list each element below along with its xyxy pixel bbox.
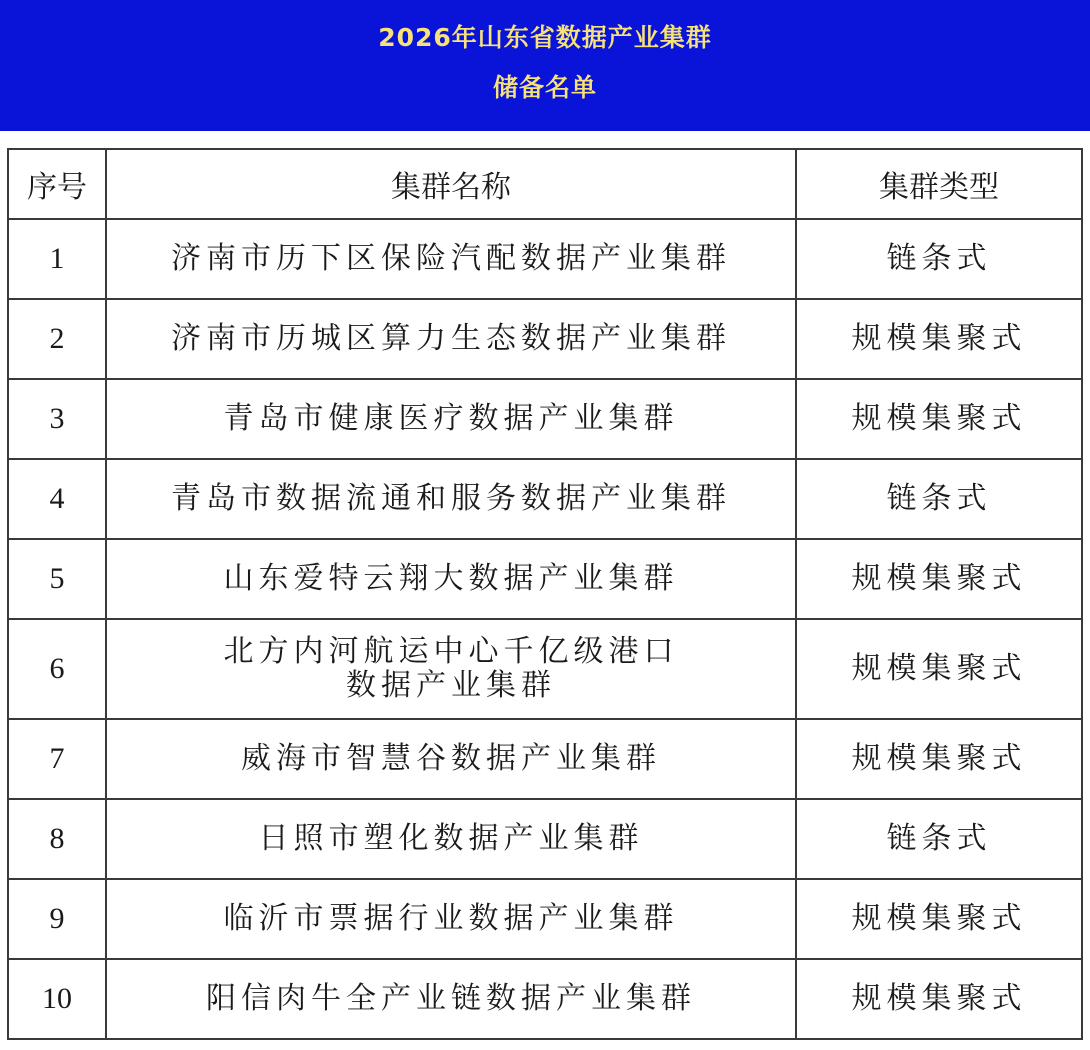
- table-row: [8, 379, 1082, 459]
- cluster-name: [106, 719, 796, 799]
- table-row: [8, 799, 1082, 879]
- table-row: [8, 619, 1082, 719]
- page-title: 2026年山东省数据产业集群: [378, 23, 712, 52]
- row-number: 2: [8, 299, 106, 379]
- table-row: [8, 879, 1082, 959]
- cluster-name: [106, 379, 796, 459]
- row-number: 1: [8, 219, 106, 299]
- header-banner: [0, 0, 1090, 131]
- page-subtitle: 储备名单: [492, 73, 597, 102]
- cluster-type: 规模集聚式: [796, 379, 1082, 459]
- cluster-type: 链条式: [796, 219, 1082, 299]
- table-row: [8, 219, 1082, 299]
- table-row: [8, 299, 1082, 379]
- column-header-name: 集群名称: [106, 149, 796, 219]
- row-number: 3: [8, 379, 106, 459]
- cluster-name-text: 北方内河航运中心千亿级港口: [223, 634, 679, 669]
- table-row: [8, 719, 1082, 799]
- row-number: 7: [8, 719, 106, 799]
- table-header-row: [8, 149, 1082, 219]
- cluster-name-text: 济南市历下区保险汽配数据产业集群: [171, 241, 731, 276]
- cluster-name: [106, 619, 796, 719]
- cluster-name-text: 临沂市票据行业数据产业集群: [223, 901, 679, 936]
- cluster-type: 规模集聚式: [796, 959, 1082, 1039]
- cluster-type: 规模集聚式: [796, 879, 1082, 959]
- cluster-name-text: 威海市智慧谷数据产业集群: [241, 741, 661, 776]
- cluster-type: 规模集聚式: [796, 299, 1082, 379]
- cluster-type: 链条式: [796, 459, 1082, 539]
- cluster-name-text: 山东爱特云翔大数据产业集群: [223, 561, 679, 596]
- table-row: [8, 959, 1082, 1039]
- cluster-name-text: 日照市塑化数据产业集群: [258, 821, 644, 856]
- cluster-name: [106, 799, 796, 879]
- cluster-name: [106, 959, 796, 1039]
- cluster-type: 链条式: [796, 799, 1082, 879]
- row-number: 8: [8, 799, 106, 879]
- column-header-number: 序号: [8, 149, 106, 219]
- cluster-name: [106, 539, 796, 619]
- table-row: [8, 539, 1082, 619]
- row-number: 4: [8, 459, 106, 539]
- cluster-type: 规模集聚式: [796, 619, 1082, 719]
- cluster-type: 规模集聚式: [796, 539, 1082, 619]
- cluster-name-text: 阳信肉牛全产业链数据产业集群: [206, 981, 696, 1016]
- cluster-name-text: 济南市历城区算力生态数据产业集群: [171, 321, 731, 356]
- row-number: 9: [8, 879, 106, 959]
- cluster-name: [106, 219, 796, 299]
- cluster-name-text: 青岛市数据流通和服务数据产业集群: [171, 481, 731, 516]
- cluster-table: [7, 148, 1083, 1040]
- cluster-name-text-line2: 数据产业集群: [346, 668, 556, 703]
- row-number: 10: [8, 959, 106, 1039]
- cluster-name: [106, 879, 796, 959]
- cluster-name: [106, 459, 796, 539]
- cluster-name: [106, 299, 796, 379]
- cluster-name-text: 青岛市健康医疗数据产业集群: [223, 401, 679, 436]
- column-header-type: 集群类型: [796, 149, 1082, 219]
- row-number: 5: [8, 539, 106, 619]
- cluster-type: 规模集聚式: [796, 719, 1082, 799]
- row-number: 6: [8, 619, 106, 719]
- table-row: [8, 459, 1082, 539]
